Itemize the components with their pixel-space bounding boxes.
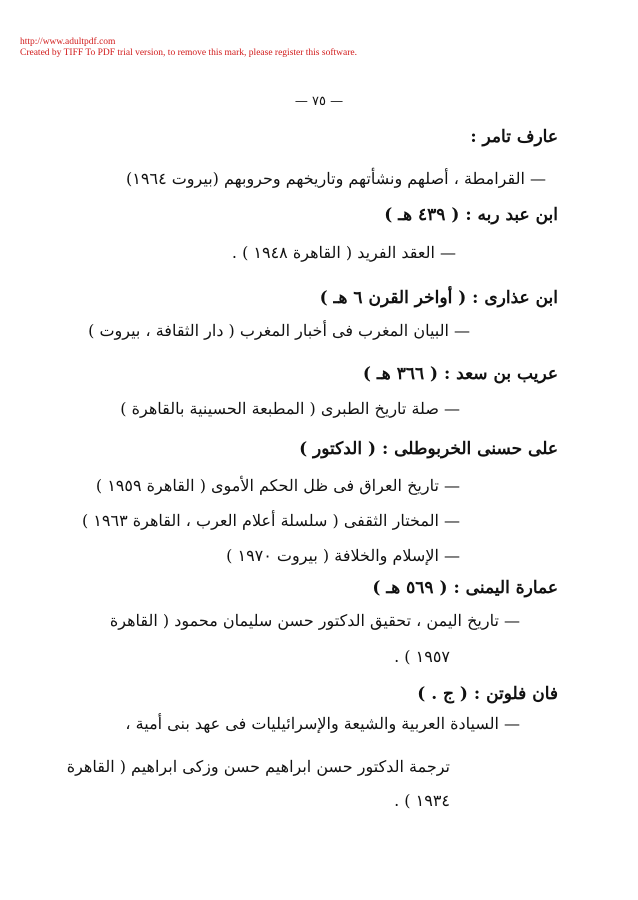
author-ibn-abd-rabbih: ابن عبد ربه : ( ٤٣٩ هـ ) (384, 205, 558, 225)
entry-iqd-farid: — العقد الفريد ( القاهرة ١٩٤٨ ) . (231, 243, 456, 262)
entry-siyada-arabiya: — السيادة العربية والشيعة والإسرائيليات فى عهد بنى أمية ، (125, 714, 520, 733)
entry-bayan-mughrib: — البيان المغرب فى أخبار المغرب ( دار الثقافة ، بيروت ) (88, 321, 470, 340)
entry-islam-khilafa: — الإسلام والخلافة ( بيروت ١٩٧٠ ) (226, 546, 460, 565)
watermark-url[interactable]: http://www.adultpdf.com (20, 37, 116, 47)
page-number: — ٧٥ — (294, 94, 344, 109)
entry-mukhtar: — المختار الثقفى ( سلسلة أعلام العرب ، القاهرة ١٩٦٣ ) (81, 511, 460, 530)
author-umara-yamani: عمارة اليمنى : ( ٥٦٩ هـ ) (372, 578, 558, 598)
entry-tarikh-iraq: — تاريخ العراق فى ظل الحكم الأموى ( القاهرة ١٩٥٩ ) (95, 476, 460, 495)
author-van-vloten: فان فلوتن : ( ج . ) (417, 684, 558, 704)
watermark-note: Created by TIFF To PDF trial version, to remove this mark, please register this software. (20, 48, 357, 58)
entry-qaramita: — القرامطة ، أصلهم ونشأتهم وتاريخهم وحروبهم (بيروت ١٩٦٤) (126, 169, 546, 188)
entry-siyada-arabiya-cont1: ترجمة الدكتور حسن ابراهيم حسن وزكى ابراهيم ( القاهرة (66, 757, 450, 776)
entry-siyada-arabiya-cont2: ١٩٣٤ ) . (394, 791, 450, 810)
author-arib-ibn-saad: عريب بن سعد : ( ٣٦٦ هـ ) (362, 364, 558, 384)
author-ali-husni: على حسنى الخربوطلى : ( الدكتور ) (299, 439, 558, 459)
author-aref-tamer: عارف تامر : (470, 127, 558, 147)
entry-tarikh-yaman-cont: ١٩٥٧ ) . (394, 647, 450, 666)
entry-silat-tarikh: — صلة تاريخ الطبرى ( المطبعة الحسينية بالقاهرة ) (120, 399, 460, 418)
author-ibn-idhari: ابن عذارى : ( أواخر القرن ٦ هـ ) (319, 288, 558, 308)
entry-tarikh-yaman: — تاريخ اليمن ، تحقيق الدكتور حسن سليمان محمود ( القاهرة (109, 611, 520, 630)
